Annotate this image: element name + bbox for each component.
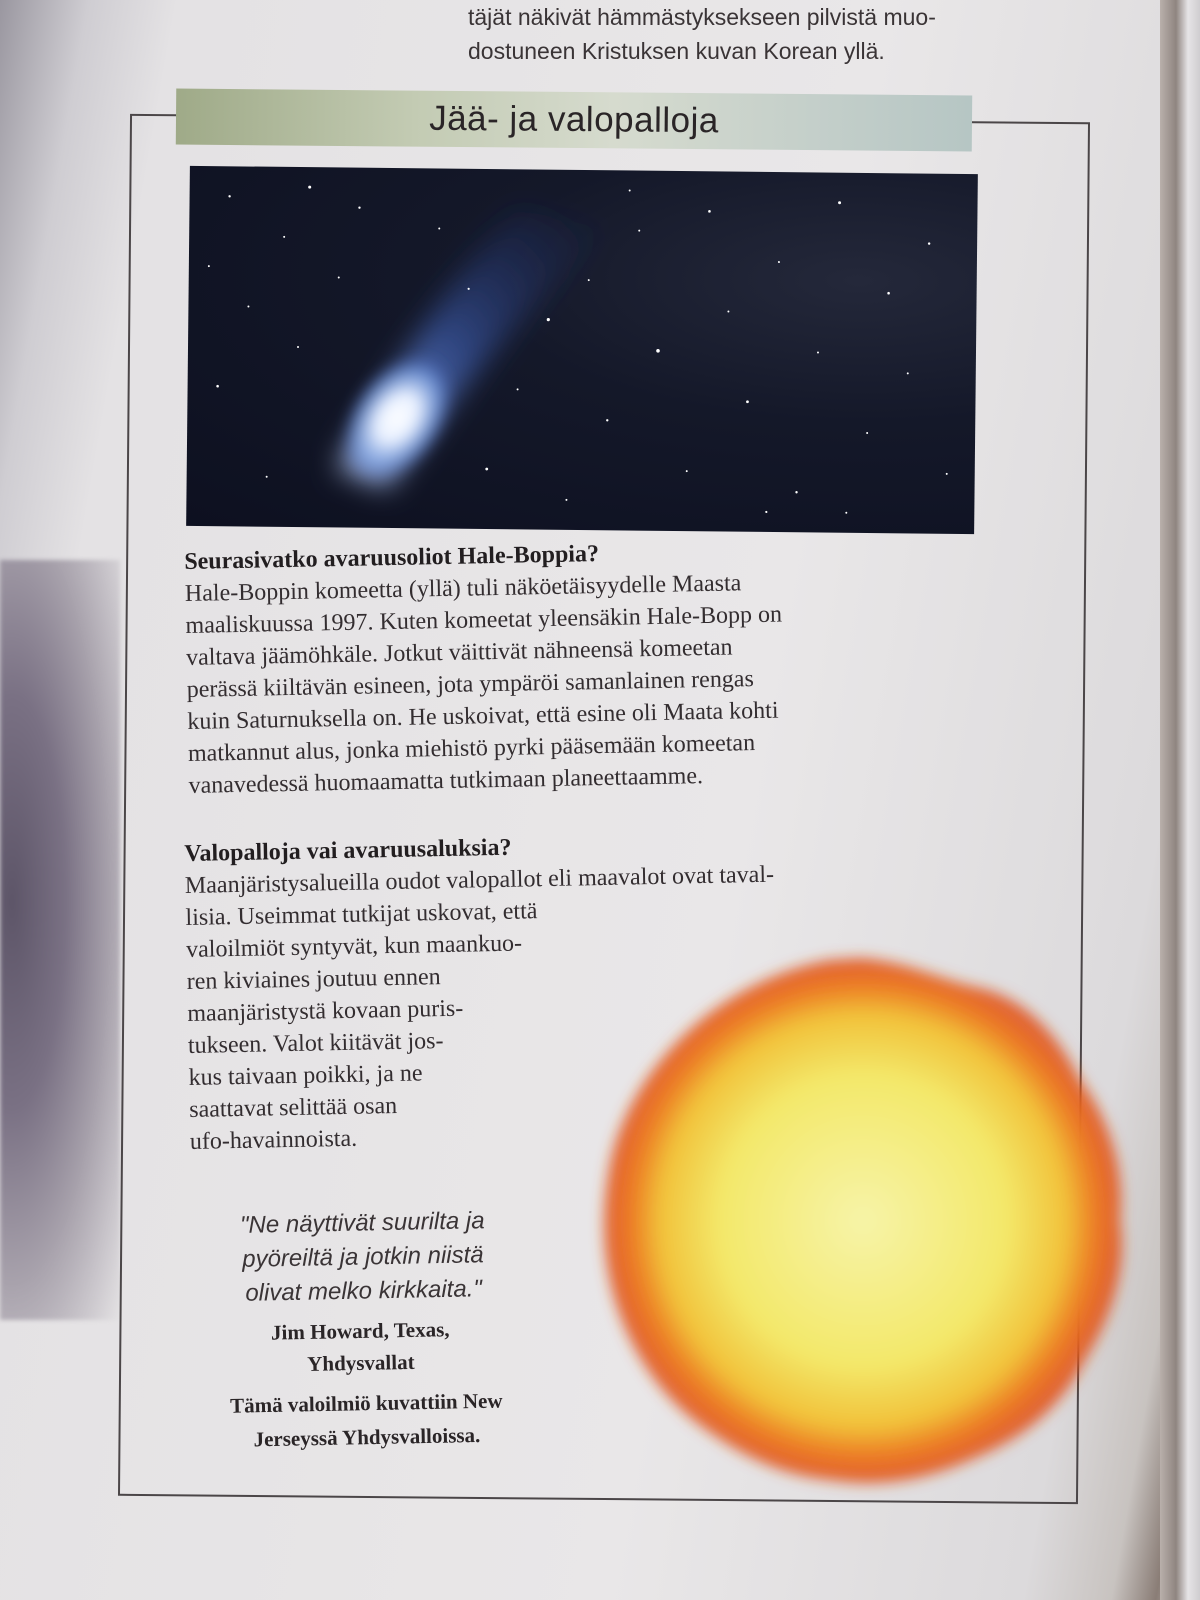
caption-line: Jerseyssä Yhdysvalloissa. [253,1422,481,1452]
section-heading: Valopalloja vai avaruusaluksia? [184,834,512,867]
intro-text [468,0,1028,68]
caption-line: Tämä valoilmiö kuvattiin New [229,1388,503,1418]
body-line: valoilmiöt syntyvät, kun maankuo- [185,930,523,963]
body-line: kus taivaan poikki, ja ne [188,1060,423,1091]
box-title-bar [176,89,972,152]
quote-attribution [200,1312,521,1382]
photo-caption [166,1382,567,1458]
intro-line: täjät näkivät hämmästyksekseen pilvistä muo- [468,4,936,30]
body-line: Hale-Boppin komeetta (yllä) tuli näköetäisyydelle Maasta [184,570,742,607]
body-line: valtava jäämöhkäle. Jotkut väittivät nähneensä komeetan [185,634,733,671]
fireball-shape [604,958,1122,1483]
body-line: lisia. Useimmat tutkijat uskovat, että [185,898,538,931]
section-body [185,562,1029,802]
body-line: perässä kiiltävän esineen, jota ympäröi samanlainen rengas [186,666,755,703]
quote-line: "Ne näyttivät suurilta ja [239,1207,485,1239]
body-line: Maanjäristysalueilla oudot valopallot eli maavalot ovat taval- [184,861,775,899]
section-heading: Seurasivatko avaruusoliot Hale-Boppia? [184,541,600,575]
body-line: matkannut alus, jonka miehistö pyrki pääsemään komeetan [187,730,756,767]
witness-quote [182,1203,544,1312]
quote-line: olivat melko kirkkaita." [245,1275,483,1307]
body-line: ren kiviaines joutuu ennen [186,964,441,995]
page-edge [1160,0,1200,1600]
body-line: maanjäristystä kovaan puris- [187,995,464,1027]
attribution-line: Jim Howard, Texas, [270,1317,450,1345]
light-ball-image [580,940,1140,1500]
box-title: Jää- ja valopalloja [428,98,719,141]
body-line: saattavat selittää osan [188,1092,398,1123]
body-line: vanavedessä huomaamatta tutkimaan planeettaamme. [188,763,704,799]
background-rock-texture [0,560,120,1320]
comet-image [186,166,978,534]
comet-photo [186,166,978,534]
attribution-line: Yhdysvallat [306,1349,415,1376]
body-line: kuin Saturnuksella on. He uskoivat, että esine oli Maata kohti [187,697,779,735]
quote-line: pyöreiltä ja jotkin niistä [241,1241,484,1273]
body-line: ufo-havainnoista. [189,1125,358,1155]
section-hale-bopp [184,530,1029,802]
body-line: tukseen. Valot kiitävät jos- [187,1028,444,1059]
fireball-icon [580,940,1140,1500]
intro-line: dostuneen Kristuksen kuvan Korean yllä. [468,38,885,64]
body-line: maaliskuussa 1997. Kuten komeetat yleensäkin Hale-Bopp on [185,601,783,639]
